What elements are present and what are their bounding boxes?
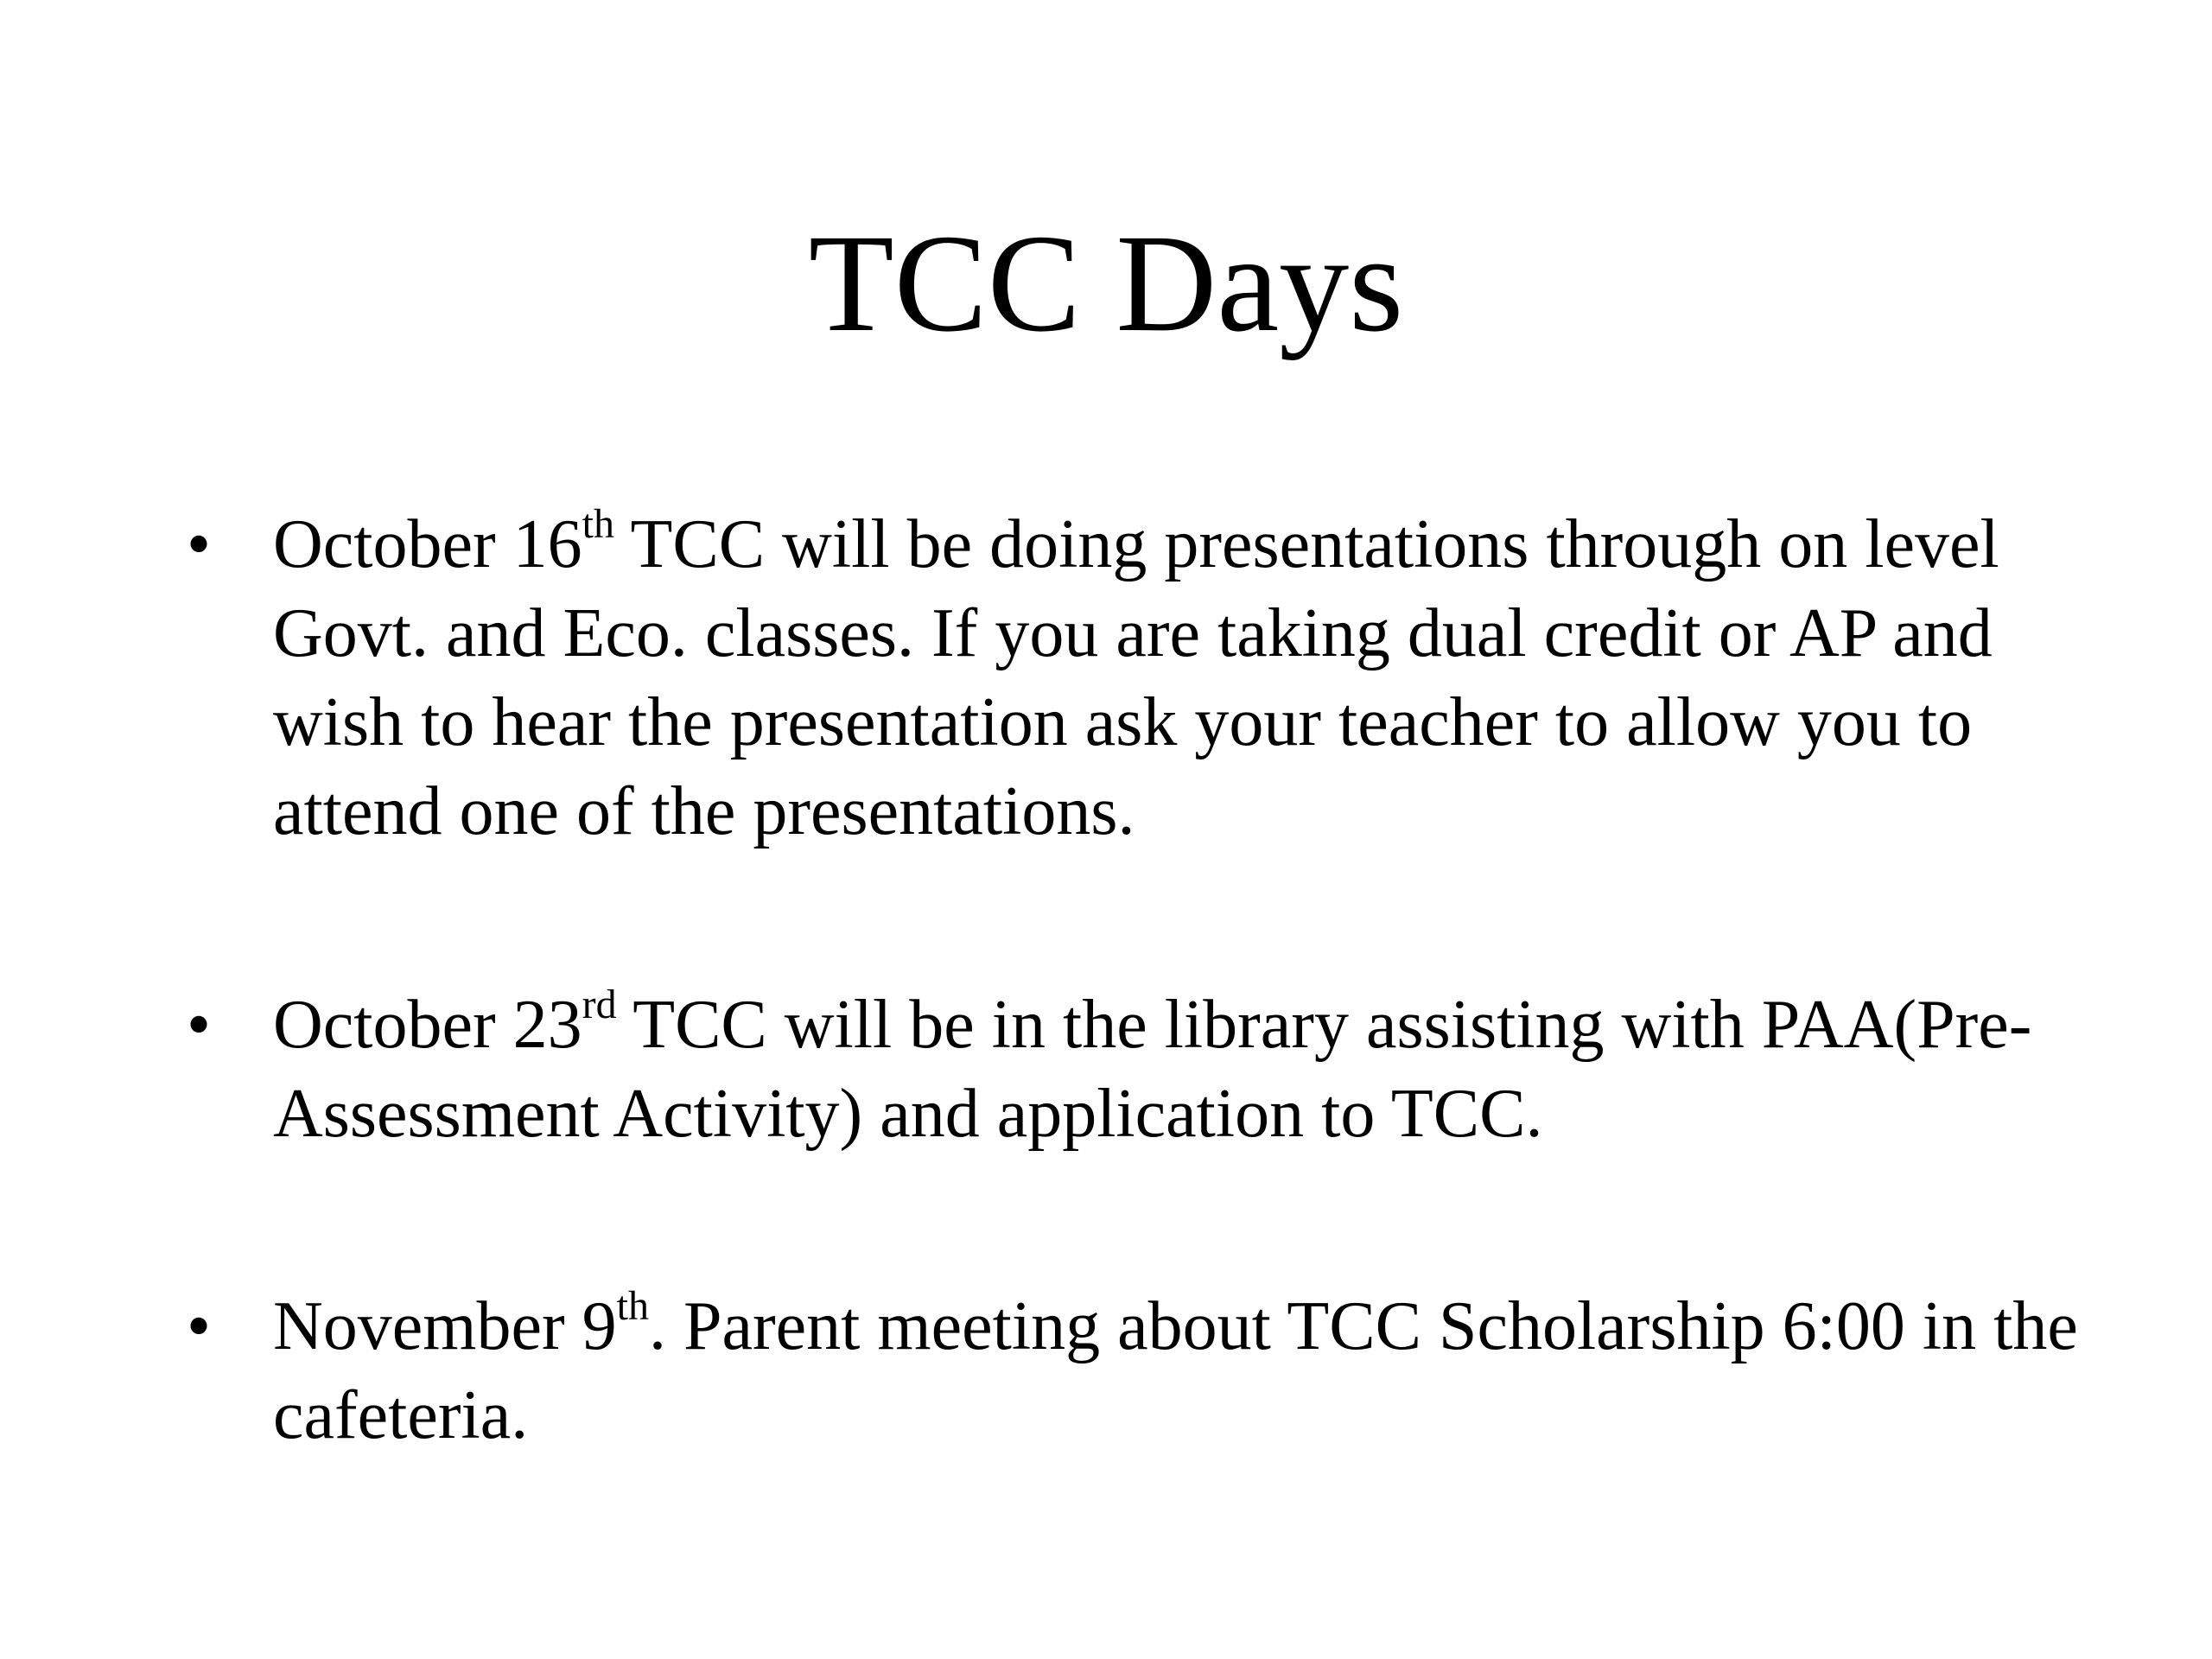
slide-title: TCC Days	[808, 207, 1404, 361]
event-date: October 16	[273, 506, 582, 582]
date-ordinal-suffix: rd	[582, 982, 617, 1028]
event-description: TCC will be in the library assisting with PAA(Pre-Assessment Activity) and application to TCC.	[273, 987, 2032, 1152]
date-ordinal-suffix: th	[616, 1283, 649, 1330]
bullet-text	[273, 1282, 2088, 1460]
bullet-dot: •	[187, 987, 212, 1063]
event-description: TCC will be doing presentations through on level Govt. and Eco. classes. If you are taking dual credit or AP and wish to hear the presentation ask your teacher to allow you to attend one of the presentations.	[273, 506, 1999, 849]
event-description: . Parent meeting about TCC Scholarship 6:00 in the cafeteria.	[273, 1288, 2078, 1453]
event-date: November 9	[273, 1288, 617, 1364]
bullet-dot: •	[187, 1288, 212, 1364]
bullet-text	[273, 500, 2088, 856]
event-date: October 23	[273, 987, 582, 1063]
bullet-dot: •	[187, 506, 212, 582]
bullet-text	[273, 981, 2088, 1159]
date-ordinal-suffix: th	[582, 501, 614, 548]
